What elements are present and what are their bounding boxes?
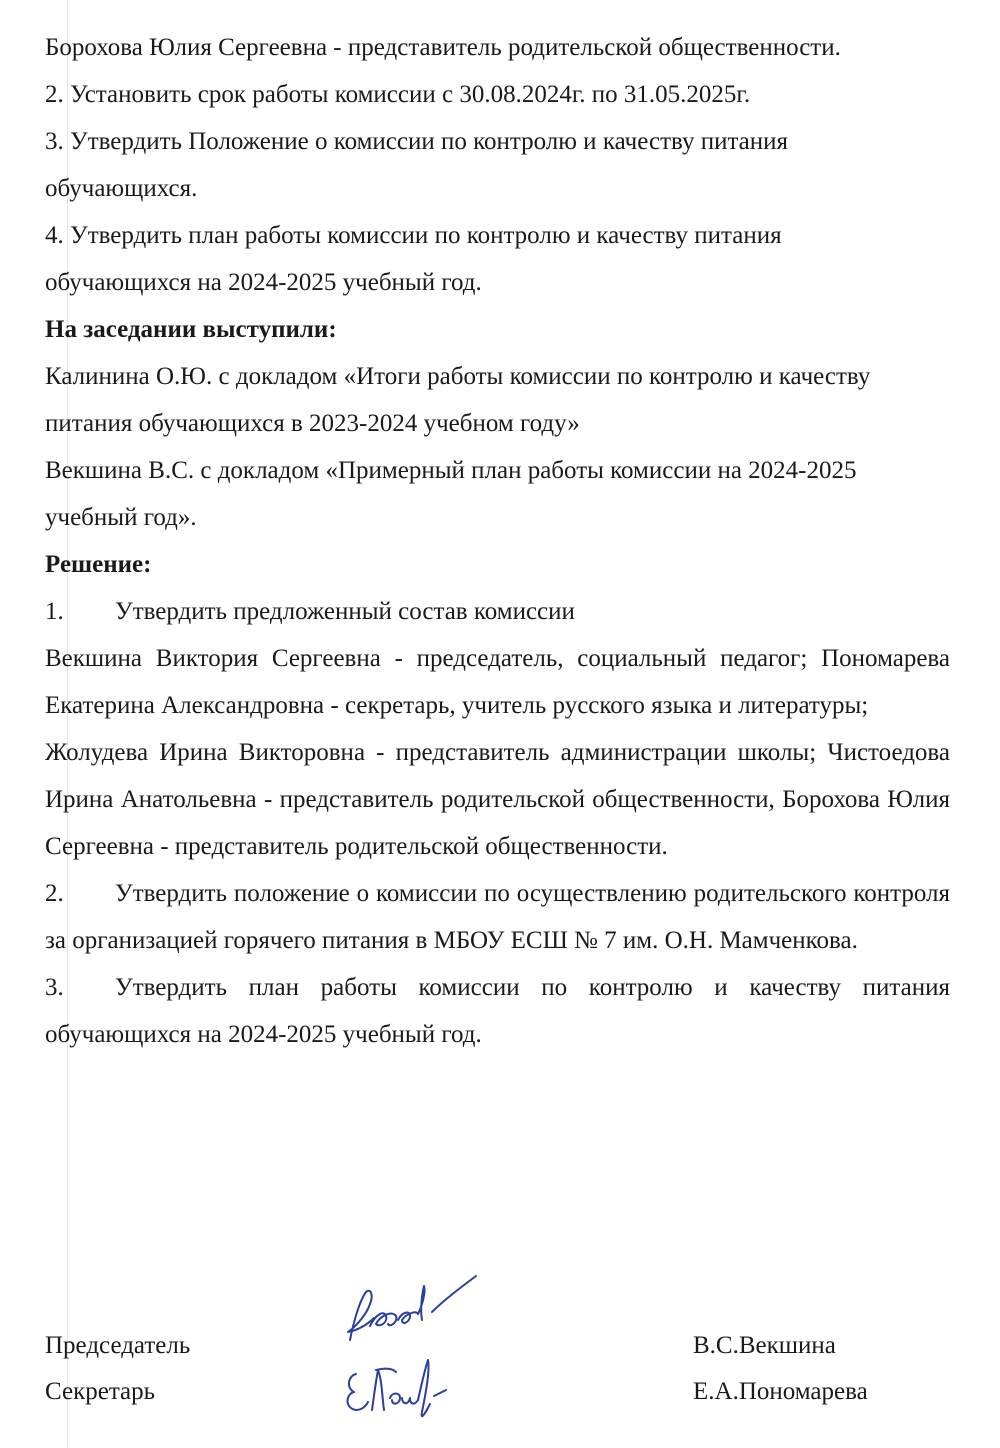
- paragraph-member-line: Борохова Юлия Сергеевна - представитель родительской общественности.: [45, 34, 841, 61]
- decision-2-number: 2.: [45, 880, 64, 907]
- chair-signature-row: [45, 1322, 950, 1368]
- secretary-name: Е.А.Пономарева: [693, 1378, 868, 1405]
- decision-heading: Решение:: [45, 551, 152, 578]
- speaker-2: Векшина В.С. с докладом «Примерный план работы комиссии на 2024-2025 учебный год».: [45, 457, 857, 531]
- paragraph-item-2: 2. Установить срок работы комиссии с 30.08.2024г. по 31.05.2025г.: [45, 81, 751, 108]
- decision-2: [45, 870, 950, 964]
- speaker-1: Калинина О.Ю. с докладом «Итоги работы комиссии по контролю и качеству питания обучающихся в 2023-2024 учебном году»: [45, 363, 871, 437]
- decision-1: [45, 588, 950, 635]
- speakers-heading: На заседании выступили:: [45, 316, 337, 343]
- members-list-a: Векшина Виктория Сергеевна - председатель, социальный педагог; Пономарева Екатерина Александровна - секретарь, учитель русского языка и литературы;: [45, 645, 950, 719]
- secretary-signature-row: [45, 1368, 950, 1414]
- paragraph-item-3: 3. Утвердить Положение о комиссии по контролю и качеству питания обучающихся.: [45, 128, 789, 202]
- decision-3-text: Утвердить план работы комиссии по контролю и качеству питания обучающихся на 2024-2025 учебный год.: [45, 974, 950, 1048]
- decision-3-number: 3.: [45, 974, 64, 1001]
- signature-block: [45, 1322, 950, 1422]
- decision-1-text: Утвердить предложенный состав комиссии: [115, 598, 575, 625]
- chair-handwritten-signature: [340, 1270, 490, 1360]
- secretary-handwritten-signature: [342, 1352, 462, 1424]
- chair-name: В.С.Векшина: [693, 1332, 836, 1359]
- chair-role: Председатель: [45, 1332, 191, 1359]
- decision-1-number: 1.: [45, 598, 64, 625]
- paragraph-item-4: 4. Утвердить план работы комиссии по контролю и качеству питания обучающихся на 2024-2025 учебный год.: [45, 222, 782, 296]
- decision-3: [45, 964, 950, 1058]
- secretary-role: Секретарь: [45, 1378, 156, 1405]
- decision-2-text: Утвердить положение о комиссии по осуществлению родительского контроля за организацией горячего питания в МБОУ ЕСШ № 7 им. О.Н. Мамченкова.: [45, 880, 950, 954]
- members-list-b: Жолудева Ирина Викторовна - представитель администрации школы; Чистоедова Ирина Анатольевна - представитель родительской общественности, Борохова Юлия Сергеевна - представитель родительской общественности.: [45, 739, 950, 860]
- document-body: [45, 24, 950, 1058]
